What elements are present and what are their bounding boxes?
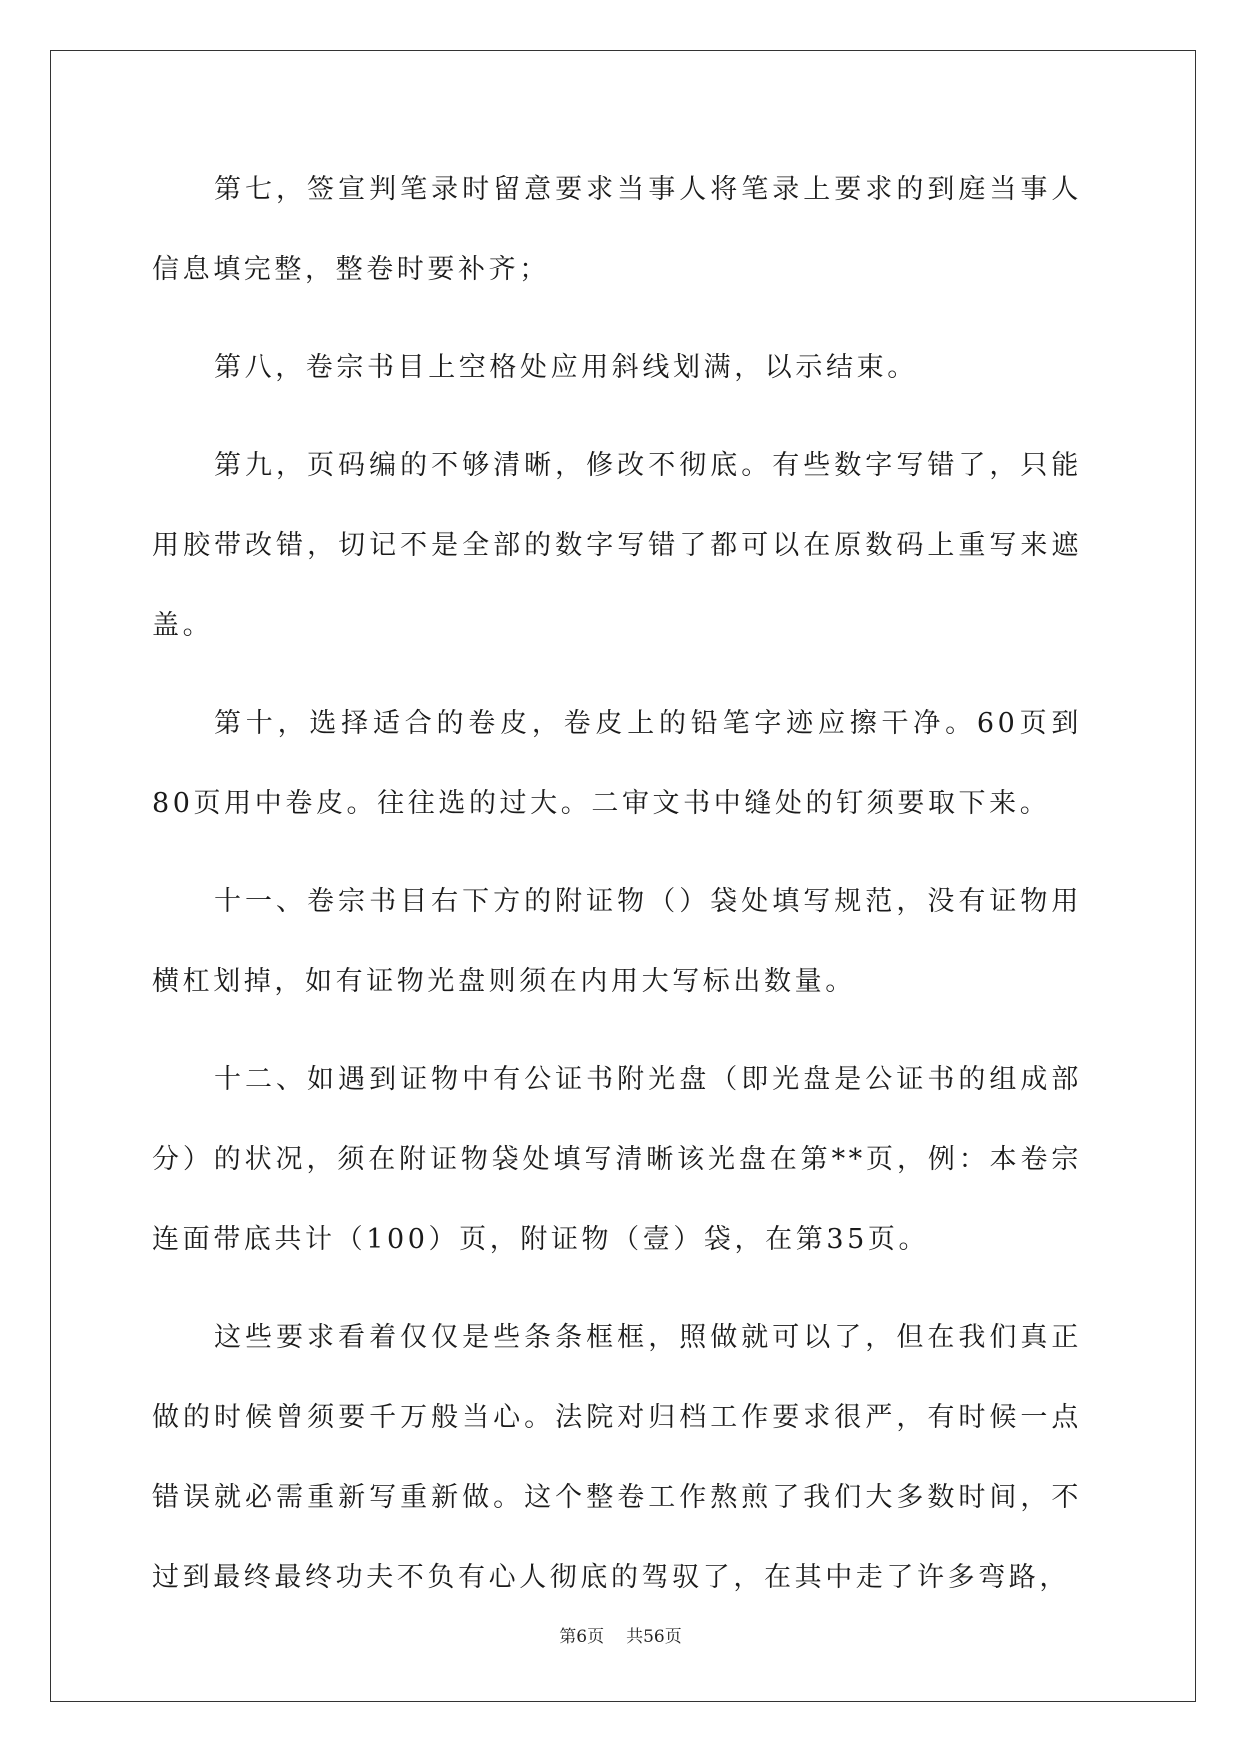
document-body (152, 150, 1082, 1618)
page-number: 第6页 (559, 1627, 605, 1647)
page-footer (0, 1622, 1241, 1647)
paragraph-7: 第七，签宣判笔录时留意要求当事人将笔录上要求的到庭当事人信息填完整，整卷时要补齐； (152, 174, 1082, 285)
paragraph-9: 第九，页码编的不够清晰，修改不彻底。有些数字写错了，只能用胶带改错，切记不是全部的数字写错了都可以在原数码上重写来遮盖。 (152, 450, 1082, 641)
paragraph-12: 十二、如遇到证物中有公证书附光盘（即光盘是公证书的组成部分）的状况，须在附证物袋处填写清晰该光盘在第**页，例：本卷宗连面带底共计（100）页，附证物（壹）袋，在第35页。 (152, 1064, 1082, 1255)
paragraph-summary: 这些要求看着仅仅是些条条框框，照做就可以了，但在我们真正做的时候曾须要千万般当心。法院对归档工作要求很严，有时候一点错误就必需重新写重新做。这个整卷工作熬煎了我们大多数时间，不过到最终最终功夫不负有心人彻底的驾驭了，在其中走了许多弯路， (152, 1322, 1082, 1593)
paragraph-10: 第十，选择适合的卷皮，卷皮上的铅笔字迹应擦干净。60页到80页用中卷皮。往往选的过大。二审文书中缝处的钉须要取下来。 (152, 708, 1082, 819)
paragraph-8: 第八，卷宗书目上空格处应用斜线划满，以示结束。 (214, 352, 918, 383)
paragraph-11: 十一、卷宗书目右下方的附证物（）袋处填写规范，没有证物用横杠划掉，如有证物光盘则须在内用大写标出数量。 (152, 886, 1082, 997)
total-pages: 共56页 (626, 1627, 682, 1647)
